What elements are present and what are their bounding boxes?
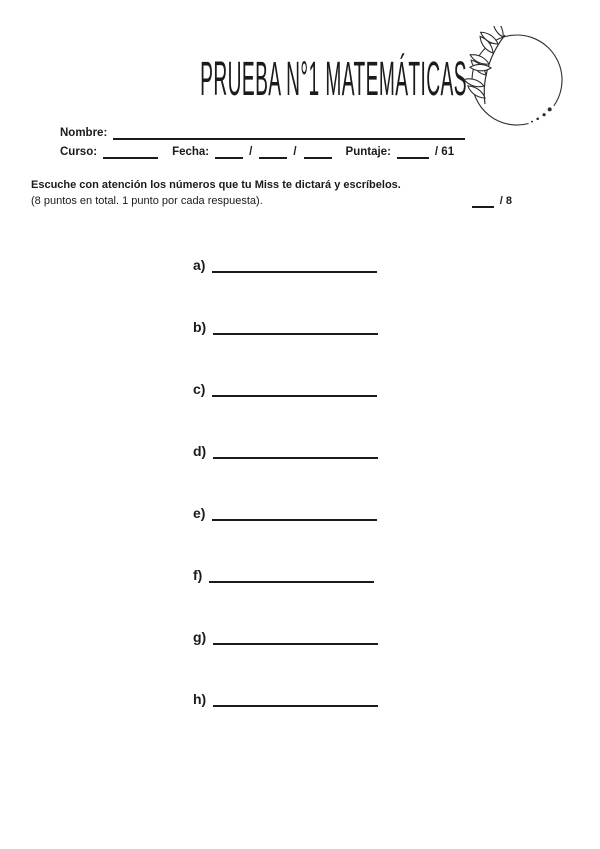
date-separator: / — [249, 146, 253, 158]
page-title: PRUEBA N°1 MATEMÁTICAS — [200, 53, 467, 106]
score-blank-line — [397, 157, 429, 159]
answer-item-label: b) — [193, 319, 207, 335]
answer-list — [193, 256, 378, 752]
score-max-total: / 61 — [434, 146, 455, 158]
answer-blank-line — [212, 519, 377, 521]
section-score-blank — [472, 206, 494, 208]
answer-item-label: f) — [193, 567, 203, 583]
date-label: Fecha: — [172, 146, 210, 158]
answer-item-label: d) — [193, 443, 207, 459]
leaf-wreath-icon — [455, 26, 585, 136]
answer-item-label: e) — [193, 505, 206, 521]
answer-item — [193, 256, 378, 318]
instruction-note: (8 puntos en total. 1 punto por cada respuesta). — [31, 195, 263, 207]
answer-item — [193, 318, 378, 380]
answer-item — [193, 690, 378, 752]
answer-blank-line — [212, 271, 377, 273]
instruction-text: Escuche con atención los números que tu Miss te dictará y escríbelos. — [31, 179, 401, 191]
date-month-blank — [259, 157, 287, 159]
name-blank-line — [113, 138, 465, 140]
answer-item — [193, 628, 378, 690]
section-score — [472, 193, 512, 209]
answer-item — [193, 442, 378, 504]
answer-blank-line — [209, 581, 374, 583]
answer-blank-line — [212, 395, 377, 397]
answer-blank-line — [213, 457, 378, 459]
course-label: Curso: — [60, 146, 98, 158]
answer-blank-line — [213, 333, 378, 335]
name-field-row — [60, 126, 465, 140]
name-label: Nombre: — [60, 127, 108, 139]
section-score-max: / 8 — [499, 195, 512, 207]
course-blank-line — [103, 157, 158, 159]
date-day-blank — [215, 157, 243, 159]
answer-blank-line — [213, 705, 378, 707]
course-date-score-row — [60, 145, 455, 159]
answer-item-label: a) — [193, 257, 206, 273]
date-separator: / — [293, 146, 297, 158]
answer-item-label: h) — [193, 691, 207, 707]
answer-item — [193, 504, 378, 566]
date-year-blank — [304, 157, 332, 159]
instruction-sub-row — [31, 193, 512, 209]
answer-item-label: g) — [193, 629, 207, 645]
answer-item — [193, 566, 378, 628]
answer-item-label: c) — [193, 381, 206, 397]
score-label: Puntaje: — [345, 146, 391, 158]
answer-item — [193, 380, 378, 442]
instructions-block — [31, 177, 512, 209]
answer-blank-line — [213, 643, 378, 645]
